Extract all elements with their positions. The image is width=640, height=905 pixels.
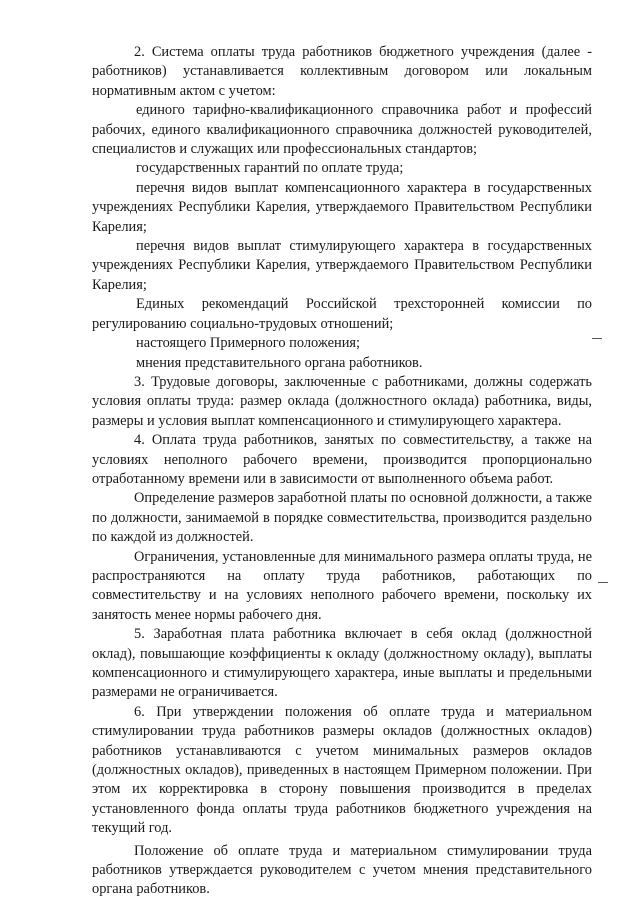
list-item-tariff-handbook: единого тарифно-квалификационного справочника работ и профессий рабочих, единого квалификационного справочника должностей руководителей, специалистов и служащих или профессиональных стандартов; — [92, 102, 592, 158]
paragraph-6: 6. При утверждении положения об оплате труда и материальном стимулировании труда работников размеры окладов (должностных окладов) работников устанавливаются с учетом минимальных размеров окладов (должностных окладов), приведенных в настоящем Примерном положении. При этом их корректировка в сторону повышения производится в пределах установленного фонда оплаты труда работников бюджетного учреждения на текущий год. — [92, 703, 592, 837]
list-item-representative-body: мнения представительного органа работников. — [136, 354, 423, 371]
list-item-this-regulation: настоящего Примерного положения; — [136, 335, 361, 352]
paragraph-3: 3. Трудовые договоры, заключенные с работниками, должны содержать условия оплаты труда: размер оклада (должностного оклада) работника, виды, размеры и условия выплат компенсационного и стимулирующего характера. — [92, 373, 592, 429]
paragraph-6-approval: Положение об оплате труда и материальном стимулировании труда работников утверждается руководителем с учетом мнения представительного органа работников. — [92, 842, 592, 898]
paragraph-4-mrot-limits: Ограничения, установленные для минимального размера оплаты труда, не распространяются на оплату труда работников, работающих по совместительству и на условиях неполного рабочего времени, поскольку их занятость менее нормы рабочего дня. — [92, 548, 592, 623]
paragraph-4: 4. Оплата труда работников, занятых по совместительству, а также на условиях неполного рабочего времени, производится пропорционально отработанному времени или в зависимости от выполненного объема работ. — [92, 432, 592, 487]
document-body — [92, 43, 592, 900]
list-item-tripartite-commission: Единых рекомендаций Российской трехсторонней комиссии по регулированию социально-трудовых отношений; — [92, 296, 592, 332]
scan-mark-right-1 — [592, 338, 602, 339]
scan-mark-right-2 — [598, 582, 608, 583]
list-item-compensation-payments: перечня видов выплат компенсационного характера в государственных учреждениях Республики Карелия, утверждаемого Правительством Республики Карелия; — [92, 179, 592, 235]
paragraph-5: 5. Заработная плата работника включает в себя оклад (должностной оклад), повышающие коэффициенты к окладу (должностному окладу), выплаты компенсационного и стимулирующего характера, иные выплаты и предельными размерами не ограничивается. — [92, 626, 592, 701]
list-item-incentive-payments: перечня видов выплат стимулирующего характера в государственных учреждениях Республики Карелия, утверждаемого Правительством Республики Карелия; — [92, 238, 592, 293]
list-item-state-guarantees: государственных гарантий по оплате труда; — [136, 160, 404, 177]
paragraph-2: 2. Система оплаты труда работников бюджетного учреждения (далее - работников) устанавливается коллективным договором или локальным нормативным актом с учетом: — [92, 44, 592, 99]
paragraph-4-salary-determination: Определение размеров заработной платы по основной должности, а также по должности, занимаемой в порядке совместительства, производится раздельно по каждой из должностей. — [92, 490, 592, 546]
